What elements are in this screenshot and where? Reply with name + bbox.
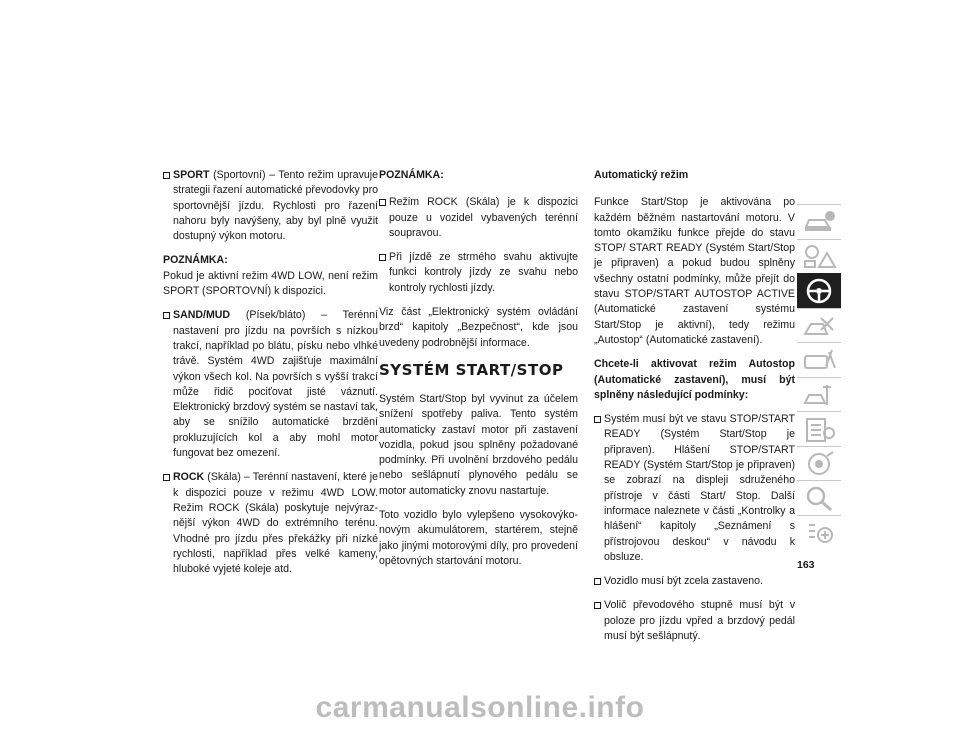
condition-text: Systém musí být ve stavu STOP/START READY (Systém Start/Stop je připraven). Hlášení STOP/START READY (Systém Start/Stop je připraven) se zobrazí na displeji sdruženého přístroje v části Start/ Stop. Další informace naleznete v části „Kontrolky a hlášení“ kapitoly „Seznámení s přístrojovou deskou“ v návodu k obsluze. (604, 413, 795, 563)
start-stop-paragraph: Systém Start/Stop byl vyvinut za účelem snížení spotřeby paliva. Tento systém automaticky zastaví motor při zastavení vozidla, pokud jsou splněny požadované podmínky. Při uvolnění brzdového pedálu nebo sešlápnutí plynového pedálu se motor automaticky znovu nastartuje. (379, 392, 578, 497)
bullet-square-icon (163, 312, 170, 319)
condition-text: Volič převodového stupně musí být v poloze pro jízdu vpřed a brzdový pedál musí být sešlápnutý. (604, 599, 795, 643)
condition-text: Vozidlo musí být zcela zastaveno. (604, 575, 763, 588)
note-bullet (379, 250, 578, 296)
index-icon (801, 519, 837, 547)
warning-lights-icon (801, 243, 837, 271)
tab-car-info[interactable] (797, 204, 841, 239)
condition-bullet (594, 412, 795, 565)
page-number: 163 (797, 559, 815, 571)
right-column (594, 168, 795, 653)
sand-mud-bullet (163, 308, 378, 461)
safety-icon (801, 312, 837, 340)
reference-text: Viz část „Elektronický systém ovládání brzd“ kapitoly „Bezpečnost“, kde jsou uvedeny podrobnější informace. (379, 306, 578, 349)
sport-label: SPORT (173, 169, 210, 181)
tab-index[interactable] (797, 515, 841, 550)
tab-maintenance[interactable] (797, 377, 841, 412)
sand-mud-text: (Písek/bláto) – Terénní nastavení pro jízdu na površích s nízkou trakcí, například po blátu, písku nebo vlhké trávě. Systém 4WD zajišťuje maximální výkon všech kol. Na površích s vyšší trakcí může řidič pociťovat jisté váznutí. Elektronický brzdový systém se nastaví tak, aby se snížilo automatické brzdění prokluzujících kol a aby mohl motor fungovat bez omezení. (173, 309, 378, 460)
chapter-tabs (797, 204, 841, 549)
bullet-square-icon (379, 199, 386, 206)
watermark: carmanualsonline.info (315, 691, 645, 724)
sand-mud-label: SAND/MUD (173, 309, 231, 322)
note-text: Pokud je aktivní režim 4WD LOW, není režim SPORT (SPORTOVNÍ) k dispozici. (163, 269, 378, 298)
tab-multimedia[interactable] (797, 446, 841, 481)
tab-warning-lights[interactable] (797, 239, 841, 274)
condition-bullet (594, 574, 795, 589)
car-info-icon (801, 208, 837, 236)
rock-bullet (163, 470, 378, 577)
tab-safety[interactable] (797, 308, 841, 343)
maintenance-icon (801, 381, 837, 409)
bullet-square-icon (594, 416, 601, 423)
sport-text: (Sportovní) – Tento režim upravuje strategii řazení automatické převodovky pro sportovnější jízdu. Rychlosti pro řazení nahoru byly navýšeny, aby byl plně využit dostupný výkon motoru. (173, 169, 378, 243)
bullet-square-icon (163, 172, 170, 179)
condition-bullet (594, 598, 795, 644)
section-title: SYSTÉM START/STOP (379, 360, 564, 379)
bullet-square-icon (163, 474, 170, 481)
left-column (163, 168, 378, 586)
note-heading: POZNÁMKA: (379, 169, 444, 181)
automatic-mode-heading: Automatický režim (594, 169, 689, 181)
note-heading: POZNÁMKA: (163, 254, 228, 267)
bullet-square-icon (379, 254, 386, 261)
tab-emergency[interactable] (797, 342, 841, 377)
tab-search[interactable] (797, 480, 841, 515)
tab-specifications[interactable] (797, 411, 841, 446)
automatic-mode-paragraph: Funkce Start/Stop je aktivována po každém běžném nastartování motoru. V tomto okamžiku funkce přejde do stavu STOP/ START READY (Systém Start/Stop je připraven) a pokud budou splněny všechny ostatní podmínky, může přejít do stavu STOP/START AUTOSTOP ACTIVE (Automatické zastavení systému Start/Stop je aktivní), tedy režimu „Autostop“ (Automatické zastavení). (594, 196, 795, 346)
note-bullet-text: Režim ROCK (Skála) je k dispozici pouze u vozidel vybavených terénní soupravou. (389, 196, 578, 239)
multimedia-icon (801, 450, 837, 478)
note-bullet-text: Při jízdě ze strmého svahu aktivujte funkci kontroly jízdy ze svahu nebo kontroly rychlosti jízdy. (389, 251, 578, 294)
sport-bullet (163, 168, 378, 244)
tab-starting-operating[interactable] (797, 273, 841, 308)
emergency-icon (801, 346, 837, 374)
note-bullet (379, 195, 578, 241)
rock-text: (Skála) – Terénní nastavení, které je k dispozici pouze v režimu 4WD LOW. Režim ROCK (Skála) poskytuje nejvýraznější výkon 4WD do extrémního terénu. Vhodné pro jízdu přes překážky při nízké rychlosti, například přes velké kameny, hluboké vyjeté koleje atd. (173, 471, 378, 576)
specifications-icon (801, 415, 837, 443)
bullet-square-icon (594, 602, 601, 609)
search-icon (801, 484, 837, 512)
middle-column (379, 168, 578, 578)
start-stop-paragraph: Toto vozidlo bylo vylepšeno vysokovýkonovým akumulátorem, startérem, stejně jako jinými motorovými díly, pro provedení opětovných startování motoru. (379, 509, 578, 567)
bullet-square-icon (594, 578, 601, 585)
rock-label: ROCK (173, 471, 205, 484)
steering-wheel-icon (801, 277, 837, 305)
conditions-heading: Chcete-li aktivovat režim Autostop (Automatické zastavení), musí být splněny následující podmínky: (594, 358, 795, 401)
